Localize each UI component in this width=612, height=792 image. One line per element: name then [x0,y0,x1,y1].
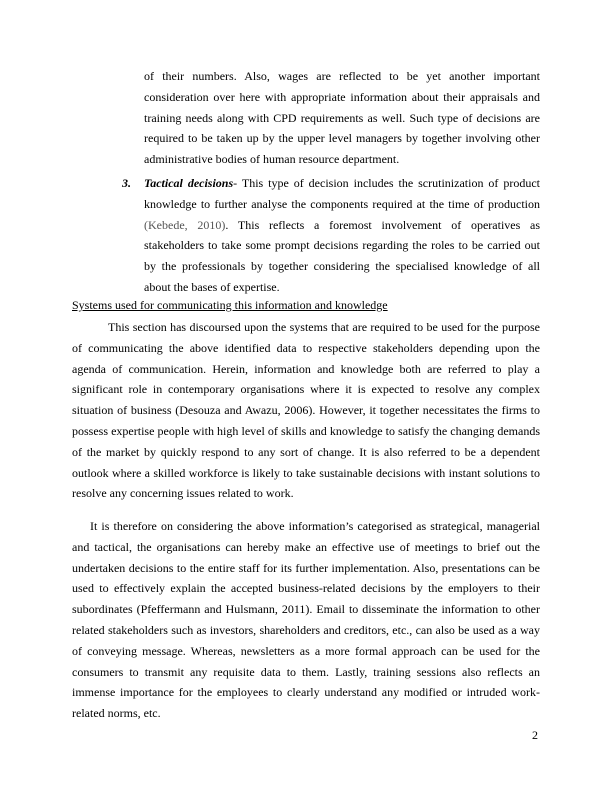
citation: (Kebede, 2010) [144,217,226,232]
list-item-number: 3. [122,176,131,190]
list-item-text: - This type of decision includes the scrutinization of product knowledge to further analyse the components required at the time of production [144,176,540,211]
page-number: 2 [532,728,538,742]
list-item-tactical-decisions [122,173,541,298]
list-item-text-end: . This reflects a foremost involvement of operatives as stakeholders to take some prompt decisions regarding the roles to be carried out by the professionals by together considering the specialised knowledge of all about the bases of expertise. [144,217,541,294]
list-item-title: Tactical decisions [144,176,234,190]
list-item-continuation: of their numbers. Also, wages are reflected to be yet another important consideration over here with appropriate information about their appraisals and training needs along with CPD requirements as well. Such type of decisions are required to be taken up by the upper level managers by together involving other administrative bodies of human resource department. [144,69,540,167]
body-paragraph-1: This section has discoursed upon the systems that are required to be used for the purpose of communicating the above identified data to respective stakeholders depending upon the agenda of communication. Herein, information and knowledge both are referred to play a significant role in contemporary organisations where it is expected to resolve any complex situation of business (Desouza and Awazu, 2006). However, it together necessitates the firms to possess expertise people with high level of skills and knowledge to satisfy the changing demands of the market by quickly respond to any sort of change. It is also referred to be a dependent outlook where a skilled workforce is likely to take sustainable decisions with instant solutions to resolve any concerning issues related to work. [72,320,540,501]
body-paragraph-2: It is therefore on considering the above information’s categorised as strategical, managerial and tactical, the organisations can hereby make an effective use of meetings to brief out the undertaken decisions to the entire staff for its further implementation. Also, presentations can be used to effectively explain the accepted business-related decisions by the employers to their subordinates (Pfeffermann and Hulsmann, 2011). Email to disseminate the information to other related stakeholders such as investors, shareholders and creditors, etc., can also be used as a way of conveying message. Whereas, newsletters as a more formal approach can be used for the consumers to transmit any requisite data to them. Lastly, training sessions also reflects an immense importance for the employees to clearly understand any modified or intruded work-related norms, etc. [72,519,540,721]
section-heading: Systems used for communicating this information and knowledge [72,298,388,312]
